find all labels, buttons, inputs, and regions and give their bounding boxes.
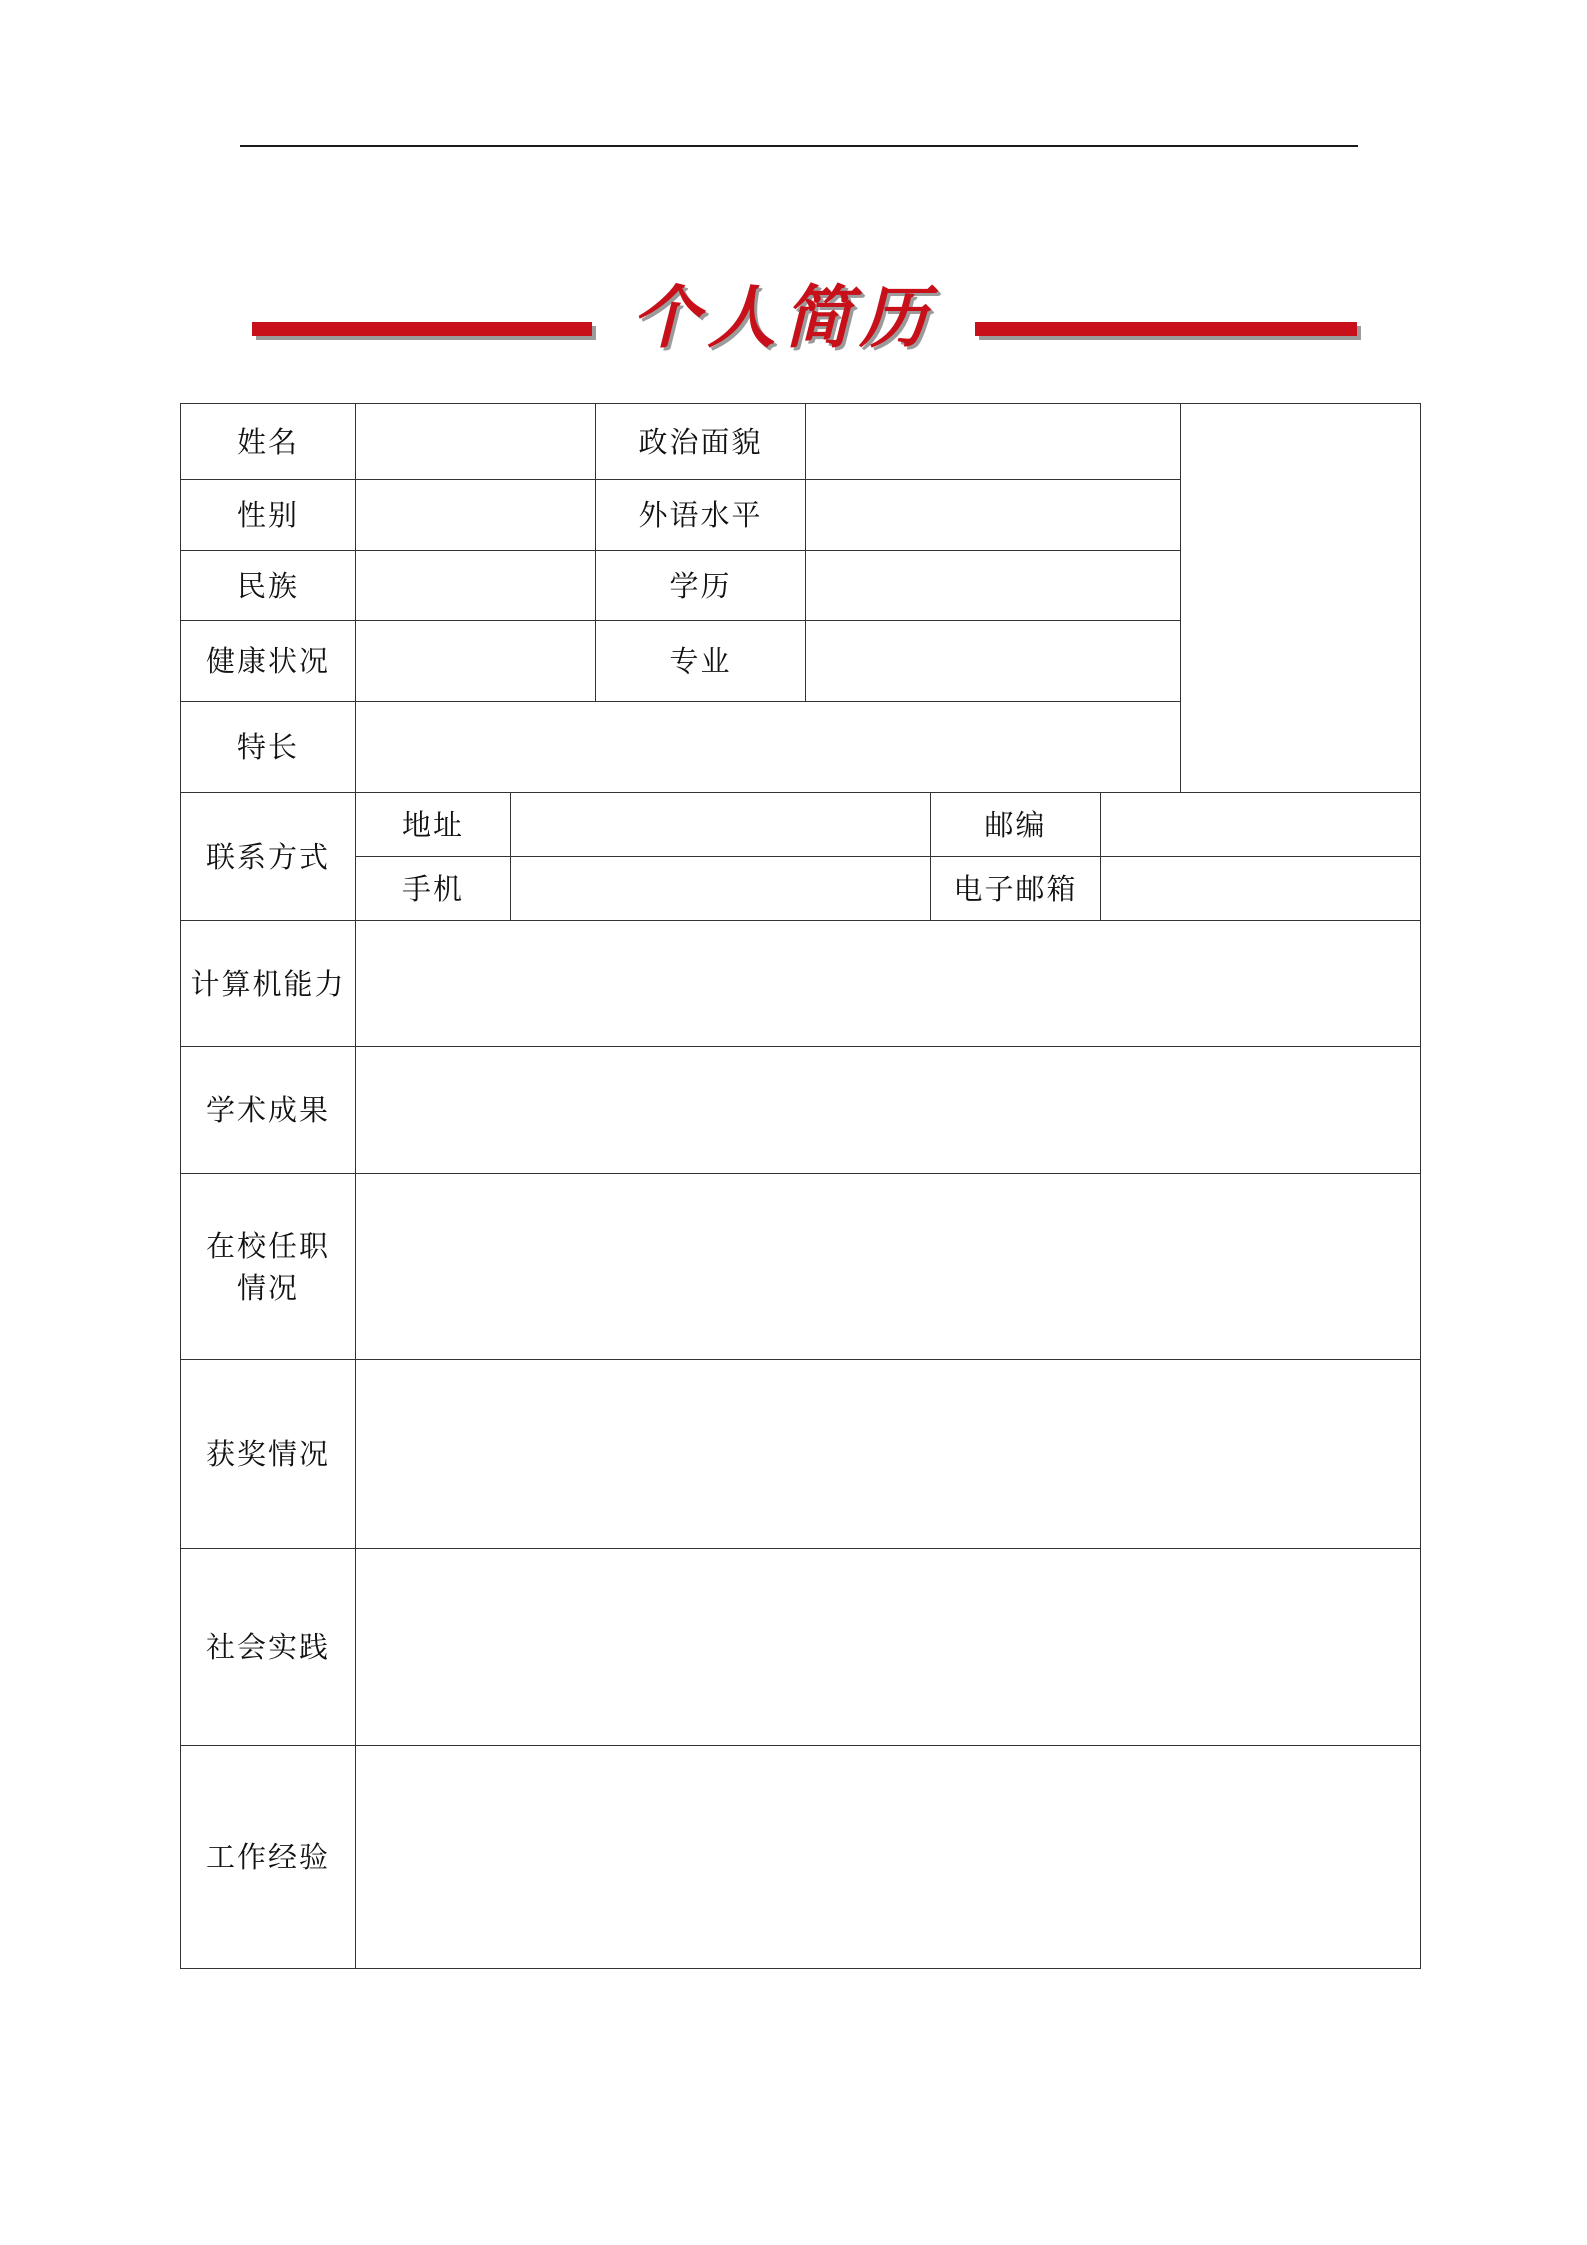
academic-achievements-label: 学术成果 (181, 1047, 356, 1174)
header-rule (240, 145, 1358, 147)
political-status-label: 政治面貌 (596, 404, 806, 480)
ethnicity-field[interactable] (356, 551, 596, 621)
work-experience-field[interactable] (356, 1746, 1421, 1969)
mobile-field[interactable] (511, 857, 931, 921)
computer-skills-label: 计算机能力 (181, 921, 356, 1047)
social-practice-label: 社会实践 (181, 1549, 356, 1746)
row-campus-positions (181, 1174, 1421, 1360)
foreign-language-field[interactable] (806, 480, 1181, 551)
education-field[interactable] (806, 551, 1181, 621)
email-label: 电子邮箱 (931, 857, 1101, 921)
row-work-experience (181, 1746, 1421, 1969)
address-field[interactable] (511, 793, 931, 857)
row-contact-mobile (181, 857, 1421, 921)
row-awards (181, 1360, 1421, 1549)
resume-table (180, 403, 1421, 1969)
address-label: 地址 (356, 793, 511, 857)
major-field[interactable] (806, 621, 1181, 702)
row-name (181, 404, 1421, 480)
postcode-label: 邮编 (931, 793, 1101, 857)
postcode-field[interactable] (1101, 793, 1421, 857)
name-field[interactable] (356, 404, 596, 480)
contact-label: 联系方式 (181, 793, 356, 921)
health-field[interactable] (356, 621, 596, 702)
campus-positions-label (181, 1174, 356, 1360)
title-bar-right (975, 322, 1357, 336)
work-experience-label: 工作经验 (181, 1746, 356, 1969)
photo-box[interactable] (1181, 404, 1421, 793)
title-bar-left (252, 322, 592, 336)
campus-positions-label-line1: 在校任职 (205, 1228, 330, 1263)
social-practice-field[interactable] (356, 1549, 1421, 1746)
major-label: 专业 (596, 621, 806, 702)
campus-positions-field[interactable] (356, 1174, 1421, 1360)
gender-field[interactable] (356, 480, 596, 551)
row-academic (181, 1047, 1421, 1174)
foreign-language-label: 外语水平 (596, 480, 806, 551)
row-social-practice (181, 1549, 1421, 1746)
gender-label: 性别 (181, 480, 356, 551)
page-title: 个人简历 (631, 278, 936, 358)
specialty-field[interactable] (356, 702, 1181, 793)
awards-field[interactable] (356, 1360, 1421, 1549)
row-contact-address (181, 793, 1421, 857)
campus-positions-label-line2: 情况 (236, 1270, 299, 1305)
academic-achievements-field[interactable] (356, 1047, 1421, 1174)
ethnicity-label: 民族 (181, 551, 356, 621)
specialty-label: 特长 (181, 702, 356, 793)
health-label: 健康状况 (181, 621, 356, 702)
mobile-label: 手机 (356, 857, 511, 921)
name-label: 姓名 (181, 404, 356, 480)
row-computer-skills (181, 921, 1421, 1047)
awards-label: 获奖情况 (181, 1360, 356, 1549)
education-label: 学历 (596, 551, 806, 621)
computer-skills-field[interactable] (356, 921, 1421, 1047)
political-status-field[interactable] (806, 404, 1181, 480)
email-field[interactable] (1101, 857, 1421, 921)
